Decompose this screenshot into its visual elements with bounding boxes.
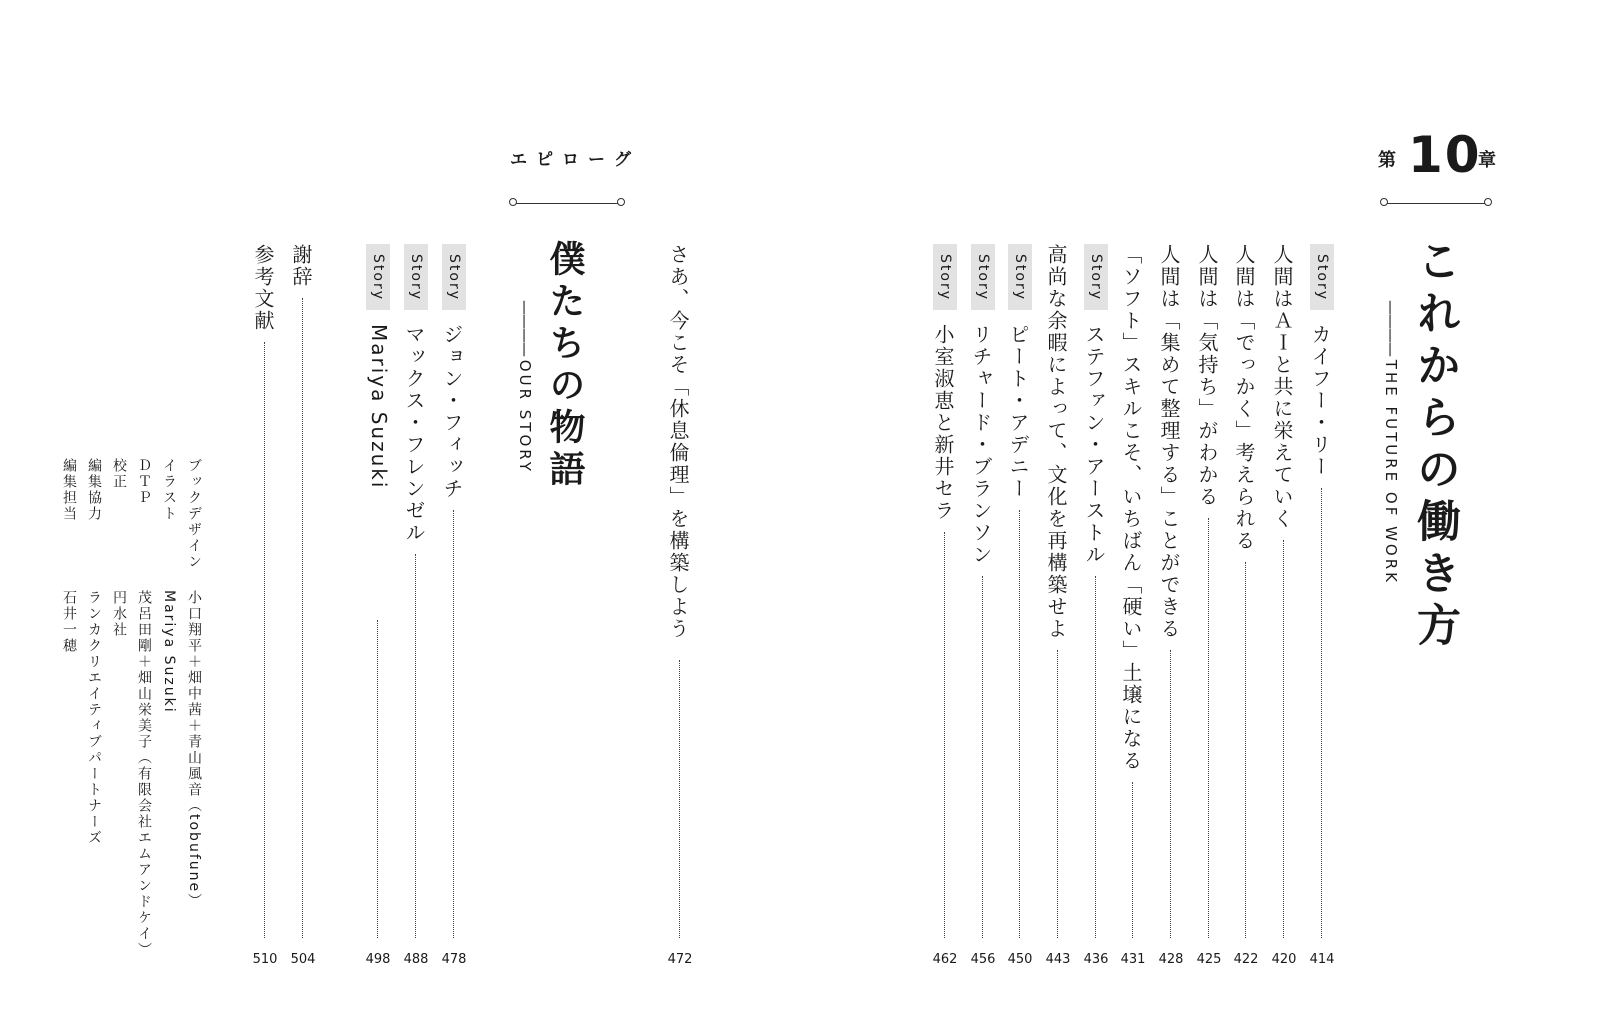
toc-leader-dots [415, 554, 416, 938]
credit-name: 石井一穂 [61, 590, 77, 654]
toc-page-number: 462 [932, 952, 958, 967]
toc-entry-text[interactable]: Mariya Suzuki [367, 324, 391, 490]
toc-page-number: 450 [1007, 952, 1033, 967]
toc-leader-dots [264, 342, 265, 938]
credit-name: 円水社 [111, 590, 127, 638]
epilogue-title: 僕たちの物語 [544, 240, 585, 492]
toc-page-number: 431 [1120, 952, 1146, 967]
toc-leader-dots [944, 532, 945, 938]
chapter-prefix: 第 [1378, 150, 1396, 171]
chapter-ornament-divider [1380, 197, 1492, 211]
toc-page-number: 428 [1158, 952, 1184, 967]
story-badge: Story [404, 244, 428, 310]
toc-page-number: 414 [1309, 952, 1335, 967]
toc-page-number: 498 [365, 952, 391, 967]
credit-name: 小口翔平＋畑中茜＋青山風音（tobufune） [186, 590, 202, 910]
credit-name: 茂呂田剛＋畑山栄美子（有限会社エムアンドケイ） [136, 590, 152, 958]
credit-role: 編集担当 [61, 458, 77, 522]
backmatter-text[interactable]: 謝辞 [289, 244, 313, 288]
epilogue-lead-page: 472 [667, 952, 693, 967]
credit-role: ＤＴＰ [136, 458, 152, 506]
chapter-number-header [1372, 128, 1500, 188]
toc-page-number: 478 [441, 952, 467, 967]
toc-leader-dots [1245, 562, 1246, 938]
epilogue-lead-text[interactable]: さあ、今こそ「休息倫理」を構築しよう [666, 244, 690, 640]
toc-leader-dots [1132, 782, 1133, 938]
toc-page-number: 443 [1045, 952, 1071, 967]
credit-name: ランカクリエイティブパートナーズ [86, 590, 102, 846]
toc-page-number: 420 [1271, 952, 1297, 967]
toc-entry-text[interactable]: 人間は「気持ち」がわかる [1195, 244, 1219, 508]
toc-entry-text[interactable]: リチャード・ブランソン [969, 324, 993, 566]
toc-leader-dots [982, 576, 983, 938]
toc-leader-dots [1019, 510, 1020, 938]
epilogue-subtitle: ———— OUR STORY [512, 300, 534, 474]
toc-leader-dots [1170, 650, 1171, 938]
toc-page-number: 488 [403, 952, 429, 967]
toc-leader-dots [1283, 540, 1284, 938]
story-badge: Story [1008, 244, 1032, 310]
toc-page-number: 422 [1233, 952, 1259, 967]
chapter-title: これからの働き方 [1409, 238, 1460, 654]
story-badge: Story [1310, 244, 1334, 310]
toc-page-number: 510 [252, 952, 278, 967]
story-badge: Story [971, 244, 995, 310]
toc-leader-dots [377, 620, 378, 938]
story-badge: Story [442, 244, 466, 310]
toc-leader-dots [1057, 650, 1058, 938]
toc-leader-dots [1208, 518, 1209, 938]
toc-page-number: 425 [1196, 952, 1222, 967]
credit-role: ブックデザイン [186, 458, 202, 570]
epilogue-ornament-divider [509, 197, 625, 211]
toc-entry-text[interactable]: マックス・フレンゼル [402, 324, 426, 544]
toc-entry-text[interactable]: 小室淑恵と新井セラ [931, 324, 955, 522]
credit-name: Mariya Suzuki [161, 590, 177, 714]
toc-leader-dots [302, 298, 303, 938]
toc-entry-text[interactable]: 人間は「でっかく」考えられる [1232, 244, 1256, 552]
toc-entry-text[interactable]: カイフー・リー [1308, 324, 1332, 478]
story-badge: Story [933, 244, 957, 310]
toc-entry-text[interactable]: 人間はＡＩと共に栄えていく [1270, 244, 1294, 530]
toc-entry-text[interactable]: 人間は「集めて整理する」ことができる [1157, 244, 1181, 640]
story-badge: Story [366, 244, 390, 310]
toc-page-number: 504 [290, 952, 316, 967]
toc-entry-text[interactable]: ステファン・アーストル [1082, 324, 1106, 566]
toc-page-number: 436 [1083, 952, 1109, 967]
epilogue-header: エピローグ [510, 150, 640, 170]
toc-entry-text[interactable]: ジョン・フィッチ [440, 324, 464, 500]
toc-leader-dots [1321, 488, 1322, 938]
chapter-number: 10 [1408, 126, 1482, 184]
toc-entry-text[interactable]: ピート・アデニー [1006, 324, 1030, 500]
toc-leader-dots [453, 510, 454, 938]
toc-entry-text[interactable]: 「ソフト」スキルこそ、いちばん「硬い」土壌になる [1119, 244, 1143, 772]
toc-page-number: 456 [970, 952, 996, 967]
backmatter-text[interactable]: 参考文献 [251, 244, 275, 332]
credit-role: イラスト [161, 458, 177, 522]
credit-role: 編集協力 [86, 458, 102, 522]
chapter-subtitle: ———— THE FUTURE OF WORK [1378, 300, 1400, 585]
toc-leader-dots [1095, 576, 1096, 938]
story-badge: Story [1084, 244, 1108, 310]
chapter-suffix: 章 [1478, 150, 1496, 171]
toc-entry-text[interactable]: 高尚な余暇によって、文化を再構築せよ [1044, 244, 1068, 640]
epilogue-lead-dots [679, 660, 680, 938]
credit-role: 校正 [111, 458, 127, 490]
